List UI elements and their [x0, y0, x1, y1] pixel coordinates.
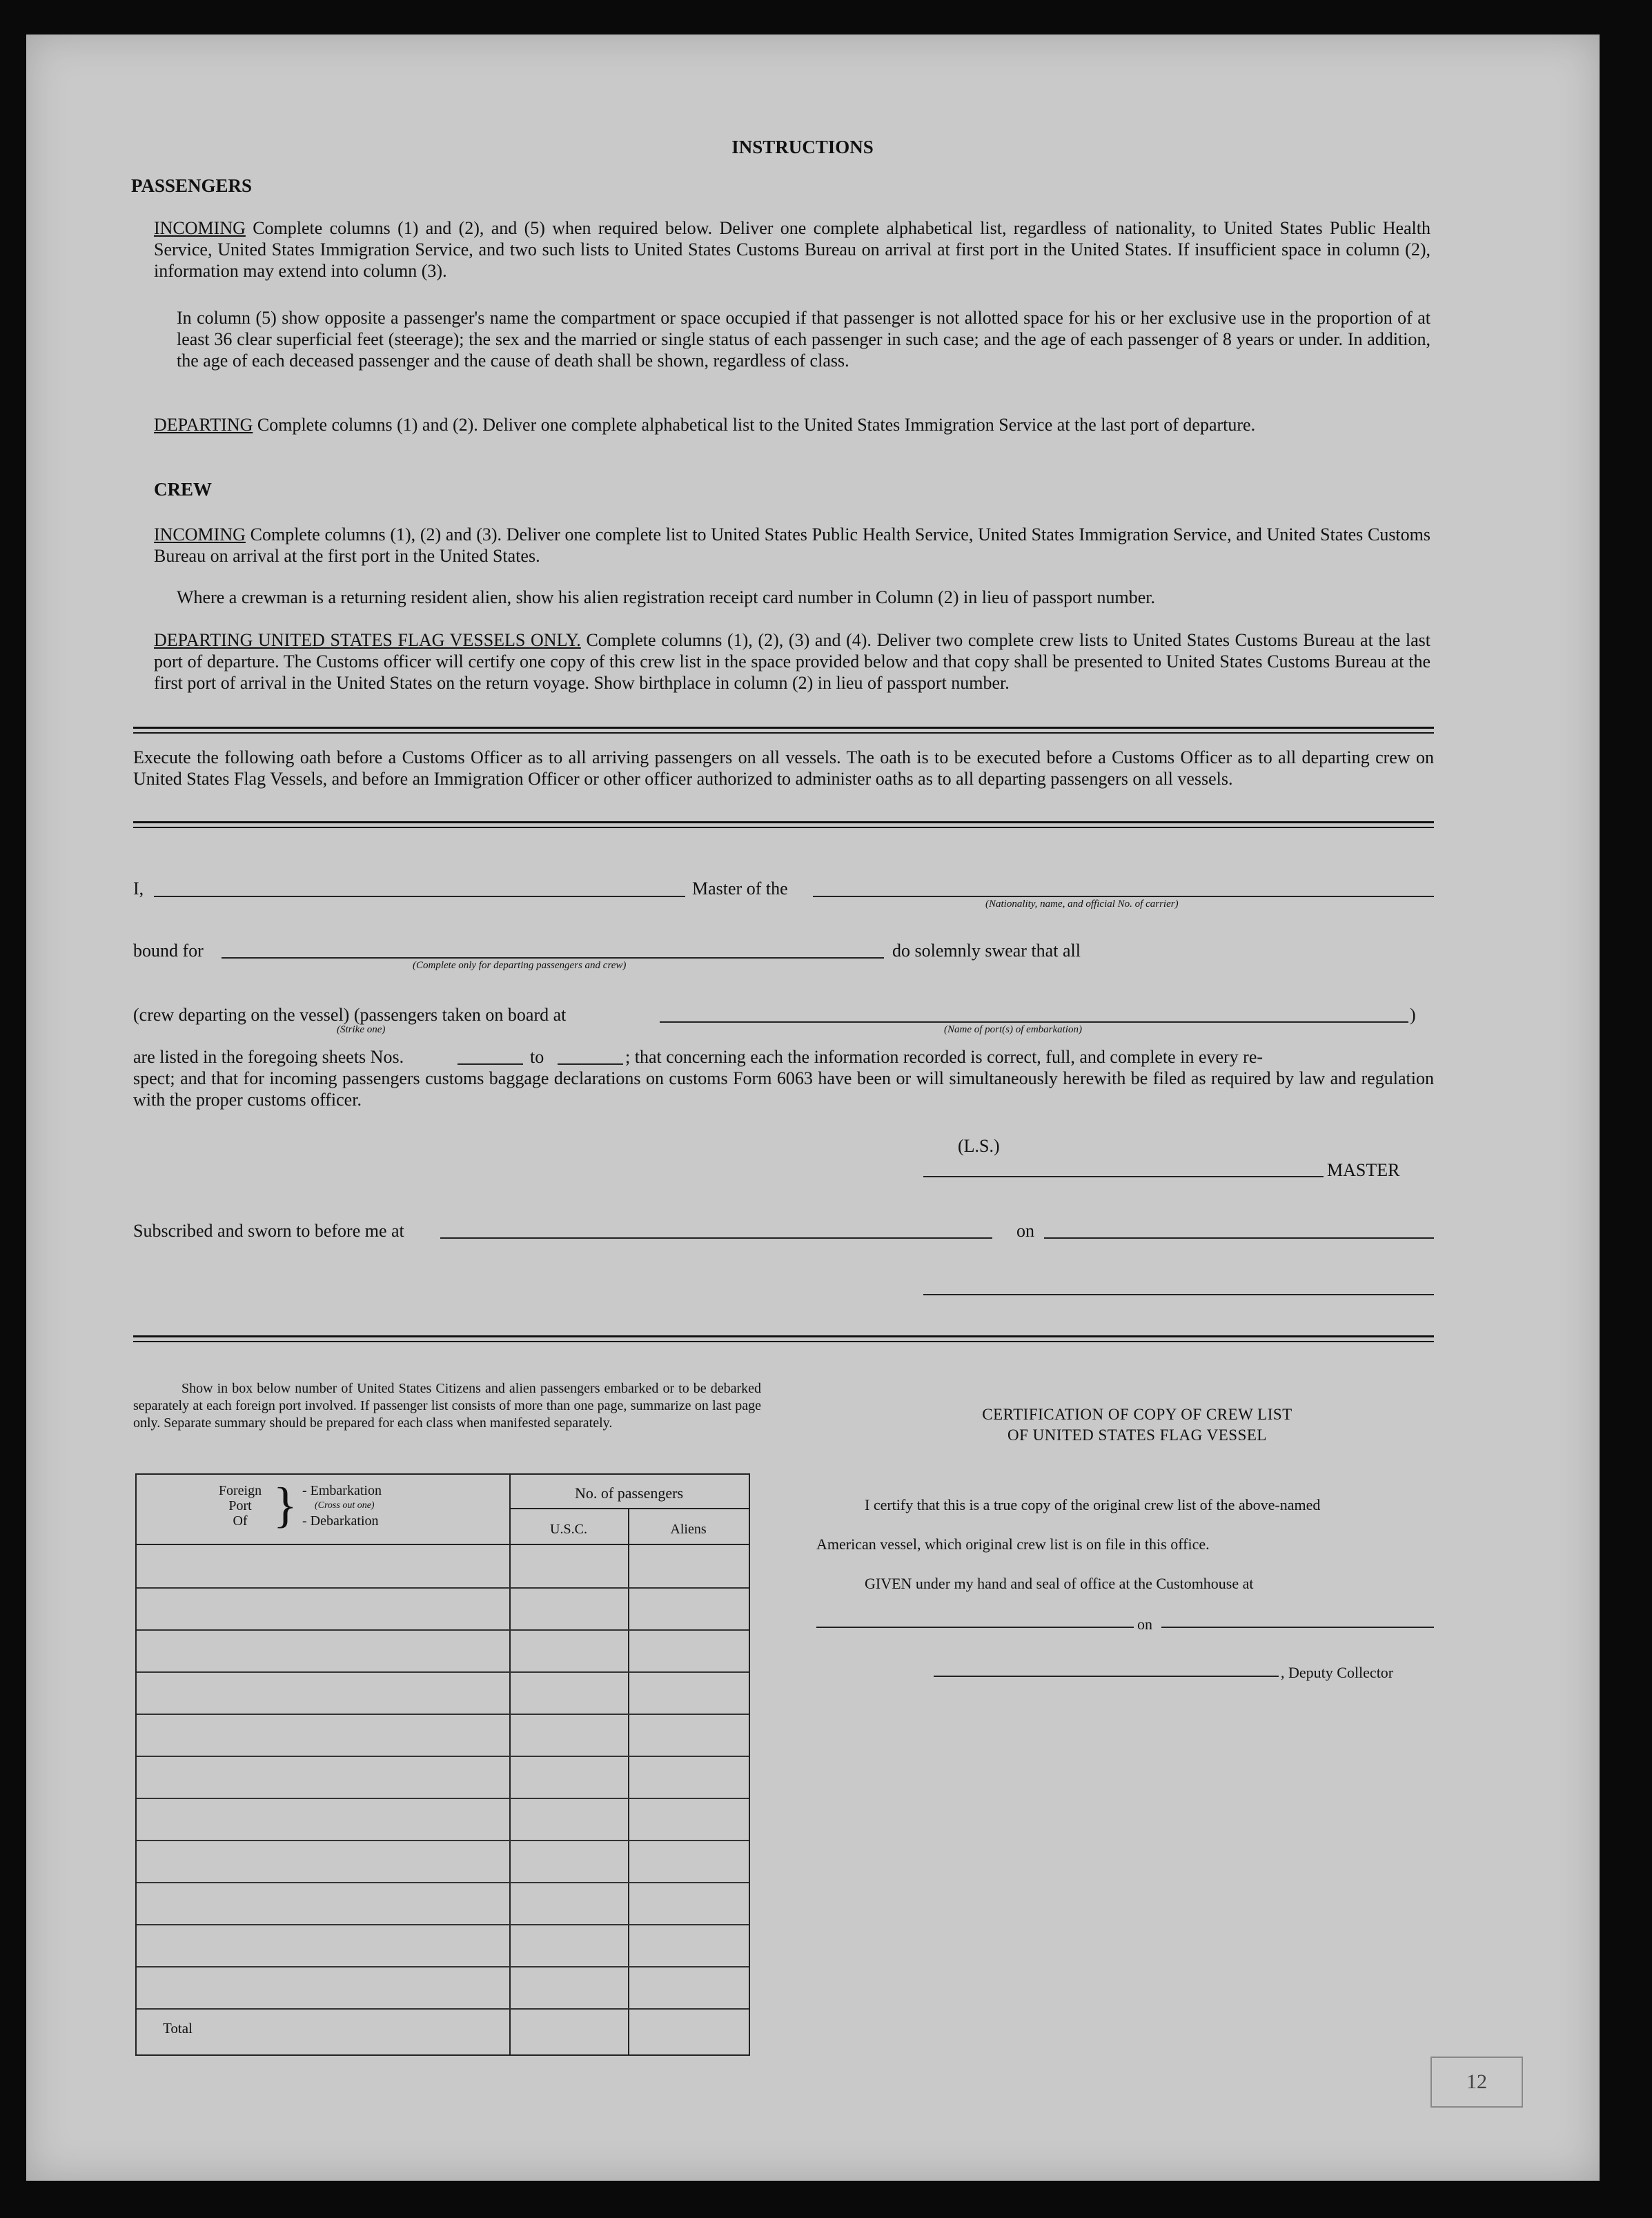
- crew-incoming-block: [154, 524, 1430, 567]
- header-bottom: [137, 1544, 749, 1545]
- of-label: Of: [233, 1513, 248, 1529]
- embark-debark-header: [302, 1483, 382, 1529]
- passengers-incoming-block: [154, 217, 1430, 282]
- page-title: INSTRUCTIONS: [731, 137, 874, 157]
- page-number-box: 12: [1430, 2057, 1523, 2108]
- divider: [133, 1335, 1434, 1342]
- master-of-label: Master of the: [692, 879, 788, 899]
- cert-heading-line1: CERTIFICATION OF COPY OF CREW LIST: [982, 1406, 1292, 1423]
- passengers-heading: PASSENGERS: [131, 175, 253, 196]
- cert-on: on: [1137, 1616, 1152, 1633]
- table-row: [137, 1798, 749, 1799]
- passengers-departing-text: Complete columns (1) and (2). Deliver one complete alphabetical list to the United States Immigration Service at the last port of departure.: [257, 415, 1256, 435]
- crew-departing-label: DEPARTING UNITED STATES FLAG VESSELS ONLY.: [154, 630, 581, 650]
- aliens-header: Aliens: [670, 1522, 707, 1537]
- deputy-signature-field[interactable]: [934, 1676, 1279, 1677]
- table-row: [137, 1671, 749, 1673]
- summary-instructions: Show in box below number of United States Citizens and alien passengers embarked or to be debarked separately at each foreign port involved. If passenger list consists of more than one page, summarize on last page only. Separate summary should be prepared for each class when manifested separately.: [133, 1381, 761, 1431]
- listed-text-b: ; that concerning each the information recorded is correct, full, and complete in every re-: [625, 1047, 1263, 1067]
- no-passengers-header: No. of passengers: [574, 1484, 684, 1502]
- table-row: [137, 1882, 749, 1883]
- carrier-caption: (Nationality, name, and official No. of carrier): [985, 899, 1179, 910]
- crew-heading: CREW: [154, 479, 213, 500]
- table-row: [137, 1966, 749, 1967]
- cross-out-caption: (Cross out one): [315, 1500, 375, 1511]
- bound-caption: (Complete only for departing passengers and crew): [413, 960, 627, 971]
- debarkation-label[interactable]: - Debarkation: [302, 1513, 379, 1529]
- swear-text: do solemnly swear that all: [892, 941, 1081, 961]
- cert-date-field[interactable]: [1161, 1627, 1434, 1628]
- table-row: [137, 1629, 749, 1631]
- subscribed-label: Subscribed and sworn to before me at: [133, 1221, 404, 1241]
- table-row: [137, 1756, 749, 1757]
- column-divider: [628, 1508, 629, 2054]
- master-signature-field[interactable]: [923, 1176, 1324, 1177]
- cert-line3: GIVEN under my hand and seal of office at the Customhouse at: [865, 1575, 1254, 1592]
- certification-heading: [840, 1404, 1434, 1446]
- listed-to: to: [530, 1047, 544, 1067]
- passengers-departing-block: [154, 414, 1430, 435]
- table-row: [137, 1924, 749, 1925]
- listed-text-c: spect; and that for incoming passengers customs baggage declarations on customs Form 6063 have been or will simultaneously herewith be filed as required by law and regulation with the proper customs officer.: [133, 1068, 1434, 1110]
- sheet-from-field[interactable]: [458, 1063, 523, 1065]
- total-label: Total: [163, 2020, 193, 2037]
- bound-for-label: bound for: [133, 941, 204, 961]
- embarkation-label[interactable]: - Embarkation: [302, 1483, 382, 1498]
- cert-line1: I certify that this is a true copy of the original crew list of the above-named: [865, 1496, 1321, 1513]
- officer-signature-field[interactable]: [923, 1294, 1434, 1295]
- crew-incoming-label: INCOMING: [154, 524, 246, 544]
- port-caption: (Name of port(s) of embarkation): [944, 1024, 1082, 1035]
- customhouse-field[interactable]: [816, 1627, 1134, 1628]
- cert-line2: American vessel, which original crew list is on file in this office.: [816, 1535, 1210, 1553]
- crew-incoming-text: Complete columns (1), (2) and (3). Deliver one complete list to United States Public Health Service, United States Immigration Service, and United States Customs Bureau on arrival at the first port in the United States.: [154, 524, 1430, 566]
- table-row: [137, 1840, 749, 1841]
- table-row: [137, 2008, 749, 2010]
- divider: [133, 727, 1434, 734]
- oath-i-label: I,: [133, 879, 144, 899]
- crew-resident-text: Where a crewman is a returning resident alien, show his alien registration receipt card number in Column (2) in lieu of passport number.: [177, 587, 1156, 607]
- close-paren: ): [1410, 1005, 1416, 1025]
- passengers-departing-label: DEPARTING: [154, 415, 253, 435]
- listed-text-a: are listed in the foregoing sheets Nos.: [133, 1047, 404, 1067]
- ls-seal: (L.S.): [958, 1136, 1000, 1156]
- brace-icon: }: [273, 1478, 297, 1533]
- column-divider: [509, 1475, 511, 2054]
- port-embarkation-field[interactable]: [660, 1021, 1408, 1023]
- subscribed-on: on: [1016, 1221, 1034, 1241]
- strike-one-caption: (Strike one): [337, 1024, 386, 1035]
- summary-box: [135, 1473, 750, 2056]
- subscribed-date-field[interactable]: [1044, 1237, 1434, 1239]
- port-label: Port: [228, 1498, 252, 1513]
- foreign-label: Foreign: [218, 1483, 262, 1498]
- passengers-incoming-label: INCOMING: [154, 218, 246, 238]
- crew-departing-text: (crew departing on the vessel) (passengers taken on board at: [133, 1005, 567, 1025]
- deputy-label: , Deputy Collector: [1281, 1664, 1394, 1681]
- usc-header: U.S.C.: [550, 1522, 587, 1537]
- subscribed-place-field[interactable]: [440, 1237, 992, 1239]
- table-row: [137, 1587, 749, 1589]
- carrier-field[interactable]: [813, 896, 1434, 897]
- header-divider: [509, 1508, 749, 1509]
- passengers-column5-text: In column (5) show opposite a passenger's name the compartment or space occupied if that passenger is not allotted space for his or her exclusive use in the proportion of at least 36 clear superficial feet (steerage); the sex and the married or single status of each passenger in such case; and the age of each passenger of 8 years or under. In addition, the age of each deceased passenger and the cause of death shall be shown, regardless of class.: [177, 308, 1430, 371]
- bound-for-field[interactable]: [222, 957, 884, 959]
- master-label: MASTER: [1327, 1160, 1400, 1180]
- form-page: [26, 35, 1600, 2181]
- table-row: [137, 1714, 749, 1715]
- cert-heading-line2: OF UNITED STATES FLAG VESSEL: [1007, 1426, 1267, 1444]
- oath-intro: Execute the following oath before a Customs Officer as to all arriving passengers on all vessels. The oath is to be executed before a Customs Officer as to all departing crew on United States Flag Vessels, and before an Immigration Officer or other officer authorized to administer oaths as to all departing passengers on all vessels.: [133, 747, 1434, 789]
- crew-departing-text: Complete columns (1), (2), (3) and (4). Deliver two complete crew lists to United States Customs Bureau at the last port of departure. The Customs officer will certify one copy of this crew list in the space provided below and that copy shall be presented to United States Customs Bureau at the first port of arrival in the United States on the return voyage. Show birthplace in column (2) in lieu of passport number.: [154, 630, 1431, 693]
- foreign-port-header: [206, 1483, 275, 1529]
- crew-departing-block: [154, 629, 1430, 694]
- divider: [133, 821, 1434, 828]
- sheet-to-field[interactable]: [558, 1063, 623, 1065]
- master-name-field[interactable]: [154, 896, 685, 897]
- passengers-incoming-text: Complete columns (1) and (2), and (5) when required below. Deliver one complete alphabetical list, regardless of nationality, to United States Public Health Service, United States Immigration Service, and two such lists to United States Customs Bureau on arrival at first port in the United States. If insufficient space in column (2), information may extend into column (3).: [154, 218, 1430, 281]
